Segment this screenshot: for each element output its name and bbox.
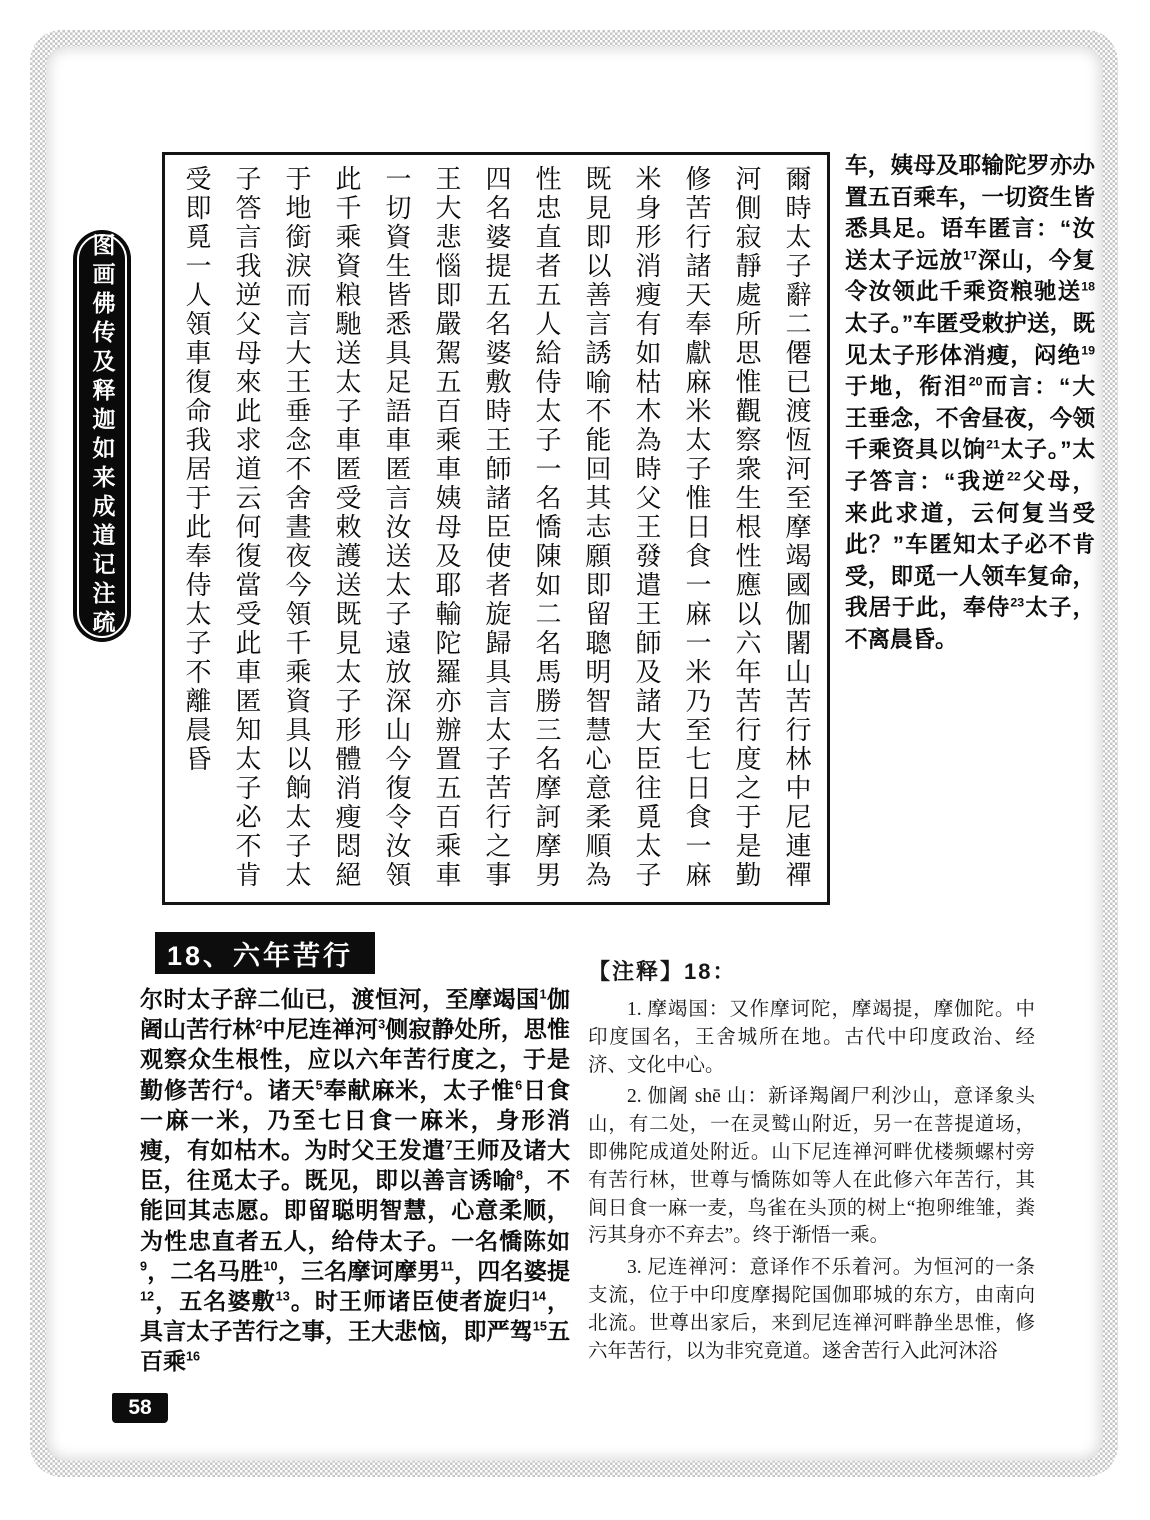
notes-header: 【注释】18：: [588, 959, 737, 984]
calligraphy-plate: [162, 152, 830, 905]
transcription-right-column: [845, 150, 1095, 656]
note-item-1: 1. 摩竭国：又作摩诃陀，摩竭提，摩伽陀。中印度国名，王舍城所在地。古代中印度政治、经济、文化中心。: [588, 999, 1035, 1076]
calligraphy-column-5: 既見即以善言誘喻不能回其志願即留聰明智慧心意柔順為: [581, 165, 611, 890]
section-body-column: [140, 984, 570, 1377]
calligraphy-column-6: 性忠直者五人給侍太子一名憍陳如二名馬勝三名摩訶摩男: [531, 165, 561, 890]
notes-column: [588, 955, 1035, 1369]
calligraphy-column-7: 四名婆提五名婆敷時王師諸臣使者旋歸具言太子苦行之事: [481, 165, 511, 890]
page-number: 58: [128, 1396, 152, 1419]
calligraphy-column-9: 一切資生皆悉具足語車匿言汝送太子遠放深山今復令汝領: [381, 165, 411, 890]
calligraphy-column-2: 河側寂靜處所思惟觀察衆生根性應以六年苦行度之于是勤: [731, 165, 761, 890]
calligraphy-text: [171, 165, 821, 890]
calligraphy-column-13: 受即覓一人領車復命我居于此奉侍太子不離晨昏: [181, 165, 211, 774]
book-title-banner: [73, 230, 131, 642]
transcription-continuation: 车，姨母及耶输陀罗亦办置五百乘车，一切资生皆悉具足。语车匿言：“汝送太子远放$^{17}$深山，今复令汝领此千乘资粮驰送$^{18}$太子。”车匿受敕护送，既见太子形体消瘦，闷绝$^{19}$于地，衔泪$^{20}$而言：“大王垂念，不舍昼夜，今领千乘资具以饷$^{21}$太子。”太子答言：“我逆$^{22}$父母，来此求道，云何复当受此？”车匿知太子必不肯受，即觅一人领车复命，我居于此，奉侍$^{23}$太子，不离晨昏。: [845, 153, 1095, 652]
calligraphy-column-4: 米身形消瘦有如枯木為時父王發遣王師及諸大臣往覓太子: [631, 165, 661, 890]
note-item-2: 2. 伽阇 shē 山：新译羯阇尸利沙山，意译象头山，有二处，一在灵鹫山附近，另一在菩提道场，即佛陀成道处附近。山下尼连禅河畔优楼频螺村旁有苦行林，世尊与憍陈如等人在此修六年苦行，其间日食一麻一麦，鸟雀在头顶的树上“抱卵维雏，粪污其身亦不弃去”。终于渐悟一乘。: [588, 1086, 1035, 1247]
section-header-label: 18、六年苦行: [167, 940, 354, 971]
page-number-badge: [112, 1393, 168, 1423]
calligraphy-column-10: 此千乘資粮馳送太子車匿受敕護送既見太子形體消瘦悶絕: [331, 165, 361, 890]
calligraphy-column-3: 修苦行諸天奉獻麻米太子惟日食一麻一米乃至七日食一麻: [681, 165, 711, 890]
section-header: [155, 932, 375, 974]
calligraphy-column-11: 于地銜淚而言大王垂念不舍晝夜今領千乘資具以餉太子太: [281, 165, 311, 890]
calligraphy-column-12: 子答言我逆父母來此求道云何復當受此車匿知太子必不肯: [231, 165, 261, 890]
note-item-3: 3. 尼连禅河：意译作不乐着河。为恒河的一条支流，位于中印度摩揭陀国伽耶城的东方，由南向北流。世尊出家后，来到尼连禅河畔静坐思惟，修六年苦行，以为非究竟道。遂舍苦行入此河沐浴: [588, 1257, 1035, 1362]
book-title: 图画佛传及释迦如来成道记注疏: [88, 233, 116, 639]
calligraphy-column-1: 爾時太子辭二僊已渡恆河至摩竭國伽闍山苦行林中尼連禪: [781, 165, 811, 890]
calligraphy-column-8: 王大悲惱即嚴駕五百乘車姨母及耶輸陀羅亦辦置五百乘車: [431, 165, 461, 890]
section-body-text: 尔时太子辞二仙已，渡恒河，至摩竭国$^1$伽阇山苦行林$^2$中尼连禅河$^3$侧寂静处所，思惟观察众生根性，应以六年苦行度之，于是勤修苦行$^4$。诸天$^5$奉献麻米，太子惟$^6$日食一麻一米，乃至七日食一麻米，身形消瘦，有如枯木。为时父王发遣$^7$王师及诸大臣，往觅太子。既见，即以善言诱喻$^8$，不能回其志愿。即留聪明智慧，心意柔顺，为性忠直者五人，给侍太子。一名憍陈如$^9$，二名马胜$^{10}$，三名摩诃摩男$^{11}$，四名婆提$^{12}$，五名婆敷$^{13}$。时王师诸臣使者旋归$^{14}$，具言太子苦行之事，王大悲恼，即严驾$^{15}$五百乘$^{16}$: [140, 986, 571, 1375]
